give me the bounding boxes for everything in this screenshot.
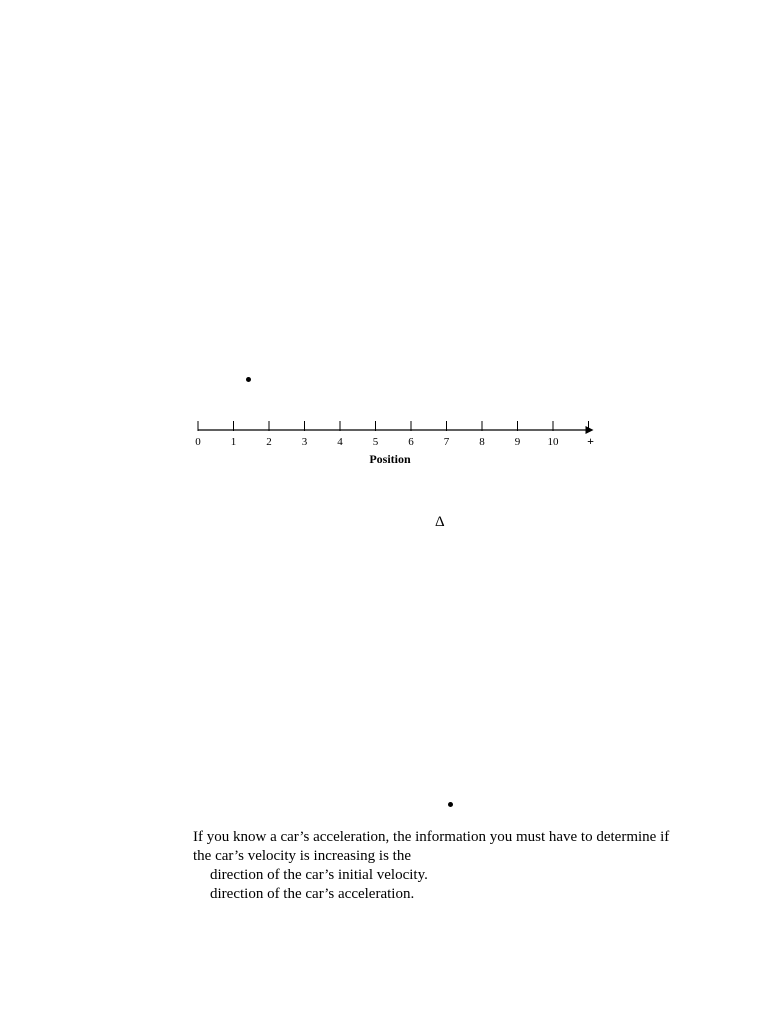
positive-direction-label: +: [587, 434, 594, 448]
tick-label: 4: [337, 436, 343, 448]
answer-choice-1: direction of the car’s initial velocity.: [210, 867, 428, 883]
tick-label: 0: [195, 436, 201, 448]
tick-label: 8: [479, 436, 485, 448]
tick-label: 9: [514, 436, 521, 448]
tick-label: 7: [443, 436, 450, 448]
tick-label: 10: [547, 436, 559, 448]
tick-label: 2: [266, 436, 272, 448]
arrow-head-icon: [586, 426, 594, 434]
tick-label: 1: [230, 436, 237, 448]
tick-label: 3: [301, 436, 308, 448]
position-number-line: [185, 412, 605, 472]
bullet-point: [246, 377, 251, 382]
number-line-axis: [198, 426, 594, 434]
bullet-point: [448, 802, 453, 807]
axis-title: Position: [369, 452, 411, 466]
number-line-tick-labels: [195, 436, 559, 448]
answer-choice-2: direction of the car’s acceleration.: [210, 886, 415, 902]
tick-label: 5: [372, 436, 379, 448]
question-block: [193, 828, 673, 904]
question-stem: If you know a car’s acceleration, the information you must have to determine if the car’s velocity is increasing is the: [193, 829, 670, 864]
delta-symbol: Δ: [435, 514, 445, 530]
tick-label: 6: [408, 436, 414, 448]
